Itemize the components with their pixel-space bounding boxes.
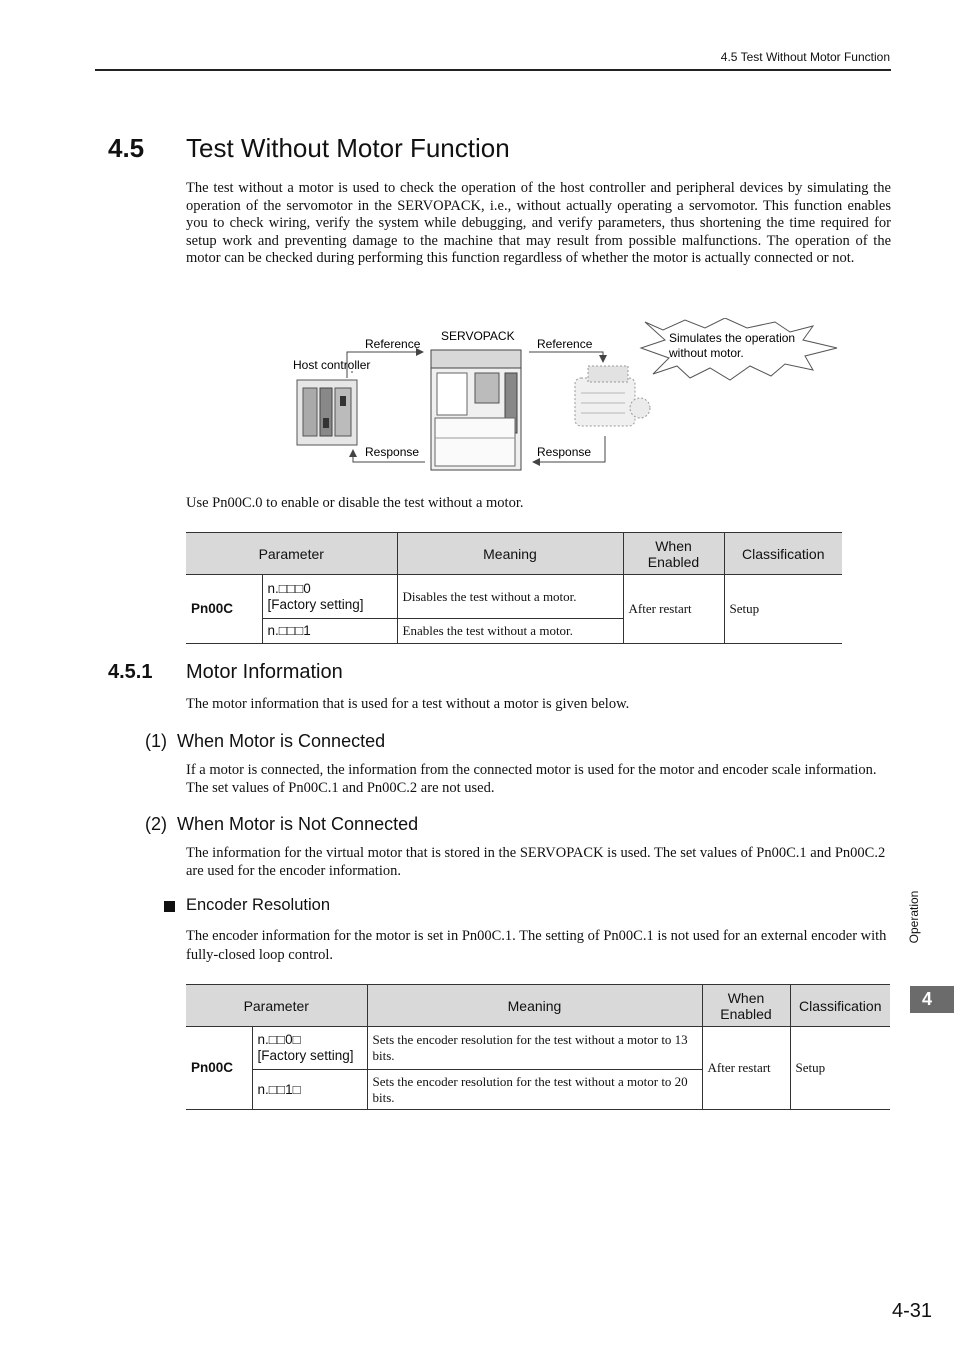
header-when-line-2: Enabled — [720, 1005, 772, 1022]
header-when — [702, 985, 790, 1027]
encoder-title: Encoder Resolution — [186, 896, 331, 914]
setting-code — [262, 575, 397, 619]
servopack-image — [431, 350, 521, 470]
header-when-line-2: Enabled — [647, 553, 700, 570]
header-when — [623, 533, 724, 575]
setting-meaning: Sets the encoder resolution for the test without a motor to 20 bits. — [367, 1070, 702, 1110]
setting-code-value: n.□□0□ — [257, 1032, 301, 1047]
section-number: 4.5 — [108, 133, 145, 163]
header-rule — [95, 69, 891, 71]
classification: Setup — [724, 575, 842, 644]
factory-setting-label: [Factory setting] — [267, 596, 364, 612]
header-classification: Classification — [790, 985, 890, 1027]
case2-title: (2) When Motor is Not Connected — [145, 814, 419, 834]
case2-paragraph: The information for the virtual motor that is stored in the SERVOPACK is used. The set values of Pn00C.1 and Pn00C.2 are used for the encoder information. — [186, 845, 886, 879]
subsection-title: Motor Information — [186, 661, 343, 683]
setting-meaning: Sets the encoder resolution for the test without a motor to 13 bits. — [367, 1027, 702, 1070]
response-label-right: Response — [537, 445, 592, 459]
setting-code — [252, 1027, 367, 1070]
setting-meaning: Disables the test without a motor. — [397, 575, 623, 619]
system-diagram — [285, 318, 845, 478]
header-meaning: Meaning — [367, 985, 702, 1027]
when-enabled: After restart — [623, 575, 724, 644]
reference-label-left: Reference — [365, 337, 421, 351]
header-when-line-1: When — [727, 989, 765, 1006]
case1-paragraph: If a motor is connected, the information from the connected motor is used for the motor and encoder scale information. The set values of Pn00C.1 and Pn00C.2 are not used. — [186, 762, 877, 796]
subsection-paragraph: The motor information that is used for a test without a motor is given below. — [186, 696, 630, 712]
square-bullet-icon — [164, 901, 175, 912]
setting-meaning: Enables the test without a motor. — [397, 619, 623, 644]
classification: Setup — [790, 1027, 890, 1110]
parameter-table-2 — [186, 984, 890, 1110]
setting-code: n.□□1□ — [252, 1070, 367, 1110]
callout-line-2: without motor. — [669, 346, 744, 360]
subsection-number: 4.5.1 — [108, 661, 153, 683]
header-classification: Classification — [724, 533, 842, 575]
case1-title: (1) When Motor is Connected — [145, 731, 386, 751]
encoder-paragraph: The encoder information for the motor is set in Pn00C.1. The setting of Pn00C.1 is not used for an external encoder with fully-closed loop control. — [186, 928, 887, 963]
setting-code-value: n.□□□0 — [267, 580, 311, 596]
header-parameter: Parameter — [186, 985, 367, 1027]
reference-label-right: Reference — [537, 337, 593, 351]
chapter-tab: 4 — [910, 986, 954, 1013]
servopack-label: SERVOPACK — [441, 329, 515, 343]
header-parameter: Parameter — [186, 533, 397, 575]
setting-code: n.□□□1 — [262, 619, 397, 644]
param-number: Pn00C — [186, 1027, 252, 1110]
param-number: Pn00C — [186, 575, 262, 644]
callout-line-1: Simulates the operation — [669, 331, 796, 345]
header-meaning: Meaning — [397, 533, 623, 575]
page-number: 4-31 — [891, 1300, 932, 1322]
side-tab-label — [904, 880, 924, 960]
use-paragraph: Use Pn00C.0 to enable or disable the test without a motor. — [186, 495, 524, 511]
parameter-table-1 — [186, 532, 842, 644]
side-tab-text: Operation — [907, 890, 921, 944]
reference-arrow-right — [529, 352, 603, 362]
section-title: Test Without Motor Function — [186, 133, 510, 163]
factory-setting-label: [Factory setting] — [257, 1048, 354, 1063]
host-controller-image — [297, 380, 357, 445]
host-controller-label: Host controller — [293, 358, 371, 372]
response-label-left: Response — [365, 445, 420, 459]
header-when-line-1: When — [655, 537, 692, 554]
running-header: 4.5 Test Without Motor Function — [720, 50, 890, 64]
intro-paragraph: The test without a motor is used to check the operation of the host controller and peripheral devices by simulating the operation of the servomotor in the SERVOPACK, i.e., without actually operating a servomotor. This function enables you to check wiring, verify the system while debugging, and verify parameters, thus shortening the time required for setup work and preventing damage to the machine that may result from possible malfunctions. The operation of the motor can be checked during performing this function regardless of whether the motor is actually connected or not. — [186, 180, 891, 266]
servomotor-image — [575, 366, 650, 426]
when-enabled: After restart — [702, 1027, 790, 1110]
